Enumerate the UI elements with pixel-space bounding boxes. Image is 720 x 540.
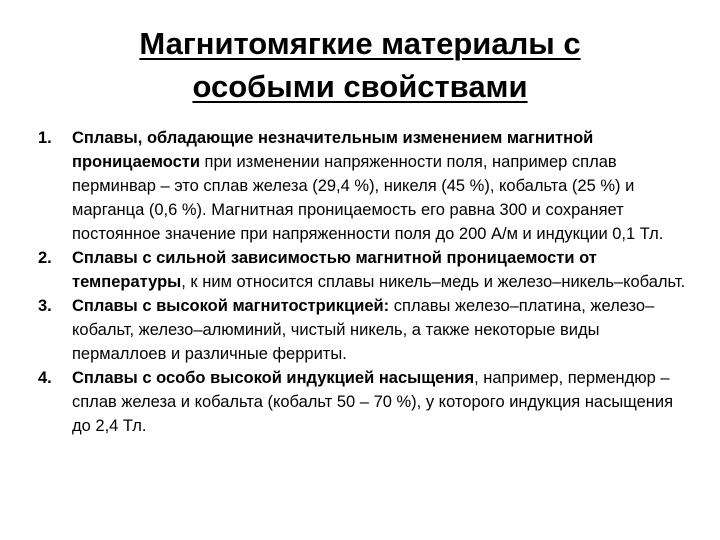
list-item-text: при изменении напряженности поля, например сплав перминвар – это сплав железа (29,4 %), никеля (45 %), кобальта (25 %) и марганца (0,6 %). Магнитная проницаемость его равна 300 и сохраняет постоянное значение при напряженности поля до 200 А/м и индукции 0,1 Тл.: [72, 153, 664, 243]
list-item-bold-text: Сплавы с особо высокой индукцией насыщения: [72, 369, 475, 387]
list-item-text: , к ним относится сплавы никель–медь и железо–никель–кобальт.: [181, 273, 686, 291]
list-item-text: , например, пермендюр – сплав железа и кобальта (кобальт 50 – 70 %), у которого индукция насыщения до 2,4 Тл.: [72, 369, 674, 435]
numbered-list: [0, 126, 720, 438]
list-item-bold-text: Сплавы, обладающие незначительным изменением магнитной проницаемости: [72, 129, 594, 171]
list-item-number: 2.: [38, 249, 52, 267]
list-item-number: 4.: [38, 369, 52, 387]
slide-title-line-1: Магнитомягкие материалы с: [139, 26, 581, 61]
list-item-text: сплавы железо–платина, железо–кобальт, железо–алюминий, чистый никель, а также некоторые виды пермаллоев и различные ферриты.: [72, 297, 655, 363]
list-item-bold-text: Сплавы с сильной зависимостью магнитной проницаемости от температуры: [72, 249, 597, 291]
slide-title-line-2: особыми свойствами: [192, 69, 528, 104]
list-item-bold-text: Сплавы с высокой магнитострикцией:: [72, 297, 390, 315]
list-item: [0, 294, 720, 366]
list-item-number: 3.: [38, 297, 52, 315]
slide-title: [60, 22, 660, 108]
list-item-number: 1.: [38, 129, 52, 147]
list-item: [0, 366, 720, 438]
list-item: [0, 126, 720, 246]
list-item: [0, 246, 720, 294]
